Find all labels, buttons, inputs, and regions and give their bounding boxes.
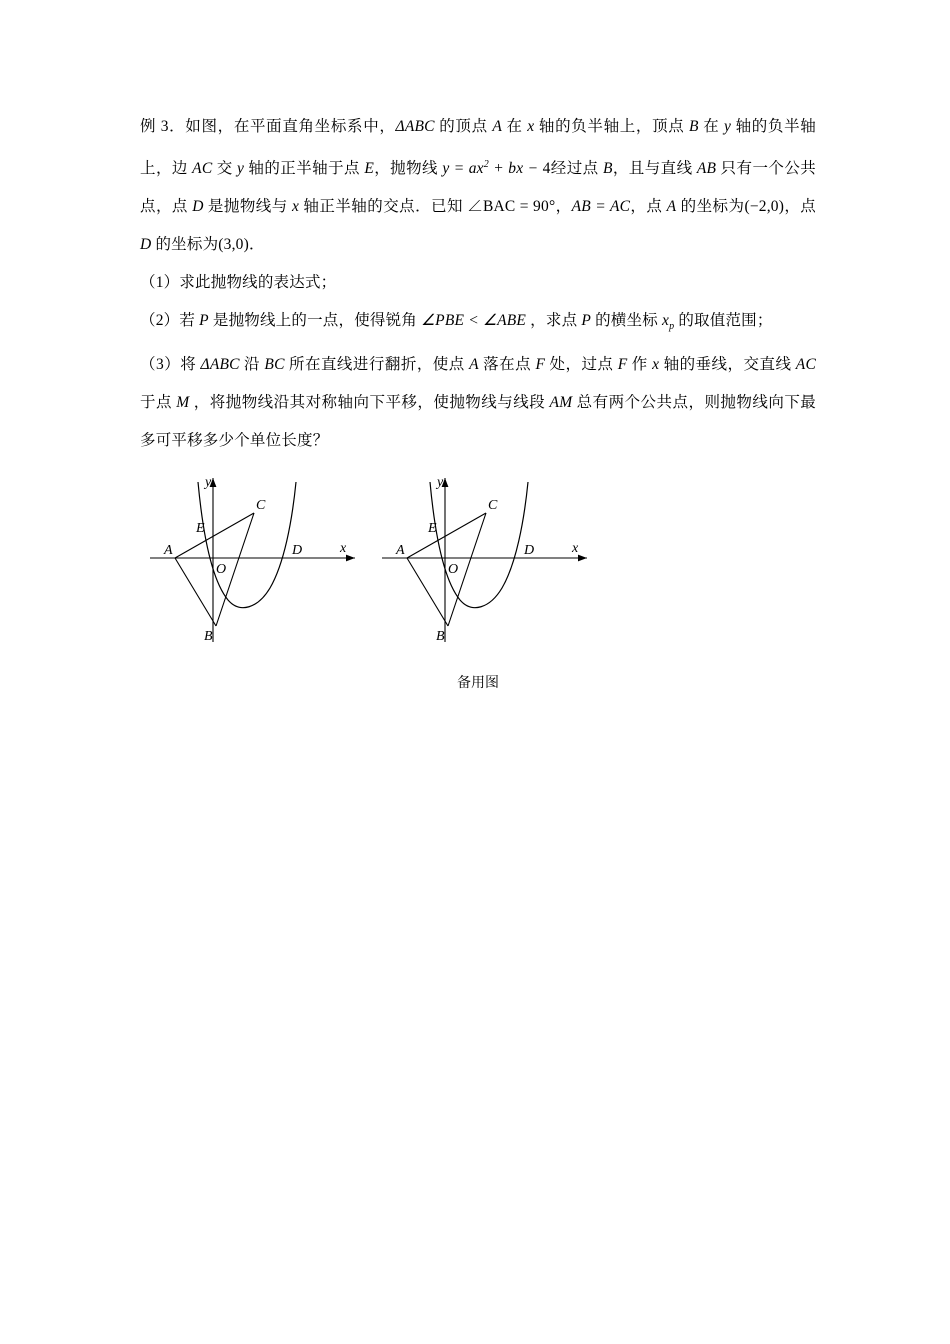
label-B-right: B	[436, 629, 445, 644]
q2-angle-condition: ∠PBE < ∠ABE	[421, 312, 527, 330]
q2-point-p: P	[199, 312, 209, 330]
label-x-right: x	[572, 541, 579, 556]
figure-left	[150, 475, 355, 644]
label-E-left: E	[196, 521, 205, 536]
label-C-left: C	[256, 498, 266, 513]
figure-right	[382, 475, 587, 644]
problem-text-block	[140, 108, 816, 460]
stem-text-11: ，且与直线	[612, 160, 697, 178]
stem-axis-y-2: y	[236, 160, 245, 178]
figure-group	[140, 470, 816, 700]
label-O-left: O	[216, 562, 227, 577]
q2-text-5: 的取值范围；	[674, 312, 773, 330]
label-A-left: A	[164, 543, 173, 558]
segment-ab-right	[407, 558, 448, 626]
q3-point-f: F	[535, 356, 546, 374]
q3-text-4: 落在点	[478, 356, 536, 374]
q2-text-3: ，求点	[526, 312, 582, 330]
stem-text-9: ，抛物线	[373, 160, 443, 178]
label-A-right: A	[396, 543, 405, 558]
q2-point-p-2: P	[581, 312, 592, 330]
q3-text-8: 线	[775, 356, 796, 374]
label-y-left: y	[205, 475, 212, 490]
figure-caption-text: 备用图	[457, 674, 499, 690]
stem-angle-bac: ∠BAC = 90°	[467, 198, 556, 216]
stem-axis-x-2: x	[292, 198, 300, 216]
q3-text-12: 抛物线向下最多可平移多少个单位长度？	[140, 394, 816, 450]
stem-text-5: 在	[698, 118, 724, 135]
label-D-left: D	[292, 543, 303, 558]
q3-axis-x: x	[652, 356, 660, 374]
q3-text-9: 于点	[140, 394, 177, 412]
stem-text-14: 轴正半轴的交点．已知	[299, 198, 468, 216]
stem-line-ab: AB	[696, 160, 717, 178]
stem-point-b-2: B	[602, 160, 613, 178]
segment-ac-right	[407, 513, 486, 558]
stem-text-8: 轴的正半轴于点	[244, 160, 365, 178]
label-x-left: x	[340, 541, 347, 556]
q2-text-2: 是抛物线上的一点，使得锐角	[208, 312, 422, 330]
figure-caption	[140, 672, 816, 692]
q3-point-a: A	[469, 356, 479, 374]
q3-seg-am: AM	[549, 394, 573, 412]
x-axis-arrow-left	[346, 555, 355, 562]
stem-text-10: 经过点	[550, 160, 603, 178]
stem-coord-d: (3,0)	[218, 236, 249, 254]
q3-text-5: 处，过点	[545, 356, 618, 374]
stem-ab-equals-ac: AB = AC	[571, 198, 631, 216]
q3-text-6: 作	[627, 356, 653, 374]
stem-text-7: 交	[212, 160, 237, 178]
segment-ab-left	[175, 558, 216, 626]
segment-ac-left	[175, 513, 254, 558]
stem-text-18: ，点	[784, 198, 816, 216]
stem-point-d-2: D	[140, 236, 152, 254]
label-y-right: y	[437, 475, 444, 490]
q3-text-10: ，将抛物线沿其对称轴向下平移，使抛物线与线段	[189, 394, 550, 412]
stem-text-15: ，	[555, 198, 572, 216]
figures-svg	[140, 470, 816, 685]
label-B-left: B	[204, 629, 213, 644]
stem-text-2: 的顶点	[434, 118, 493, 135]
stem-text-13: 是抛物线与	[203, 198, 293, 216]
q2-text-1: （2）若	[140, 312, 200, 330]
question-1	[140, 264, 816, 302]
q3-point-m: M	[176, 394, 190, 412]
q3-text-3: 所在直线进行翻折，使点	[284, 356, 470, 374]
stem-axis-x: x	[527, 118, 535, 135]
stem-text-6: 轴的负半轴上，边	[140, 118, 816, 178]
question-1-text: （1）求此抛物线的表达式；	[140, 274, 337, 292]
q3-text-2: 沿	[239, 356, 265, 374]
q3-text-1: （3）将	[140, 356, 201, 374]
q2-x-symbol: x	[661, 312, 670, 330]
stem-text-19: 的坐标为	[151, 236, 219, 254]
q3-seg-bc: BC	[264, 356, 285, 374]
stem-text-16: ，点	[630, 198, 667, 216]
stem-point-d: D	[192, 198, 204, 216]
stem-point-b: B	[689, 118, 699, 135]
label-E-right: E	[428, 521, 437, 536]
label-C-right: C	[488, 498, 498, 513]
stem-parabola-equation: $y = ax^2$ + bx − 4	[442, 159, 551, 178]
q3-point-f-2: F	[617, 356, 628, 374]
question-3	[140, 346, 816, 460]
q2-x-subscript: p	[669, 321, 675, 333]
stem-abc: ΔABC	[395, 118, 435, 135]
stem-text-3: 在	[502, 118, 528, 135]
q3-text-7: 轴的垂线，交直	[659, 356, 776, 374]
stem-text-20: ．	[249, 236, 265, 254]
stem-text-1: 例 3．如图，在平面直角坐标系中，	[140, 118, 396, 135]
problem-stem	[140, 108, 816, 264]
x-axis-arrow-right	[578, 555, 587, 562]
stem-point-a-2: A	[666, 198, 677, 216]
stem-text-4: 轴的负半轴上，顶点	[534, 118, 689, 135]
stem-point-a: A	[492, 118, 502, 135]
q3-line-ac: AC	[795, 356, 817, 374]
stem-seg-ac: AC	[192, 160, 213, 178]
question-2	[140, 302, 816, 346]
stem-text-12: 只有一个公共点，点	[140, 160, 816, 216]
stem-text-17: 的坐标为	[676, 198, 745, 216]
label-O-right: O	[448, 562, 459, 577]
stem-coord-a: (−2,0)	[744, 198, 785, 216]
stem-point-e: E	[364, 160, 374, 178]
q3-text-11: 总有两个公共点，则	[572, 394, 721, 412]
stem-axis-y: y	[723, 118, 732, 135]
q2-text-4: 的横坐标	[591, 312, 662, 330]
label-D-right: D	[524, 543, 535, 558]
q3-triangle-abc: ΔABC	[200, 356, 240, 374]
